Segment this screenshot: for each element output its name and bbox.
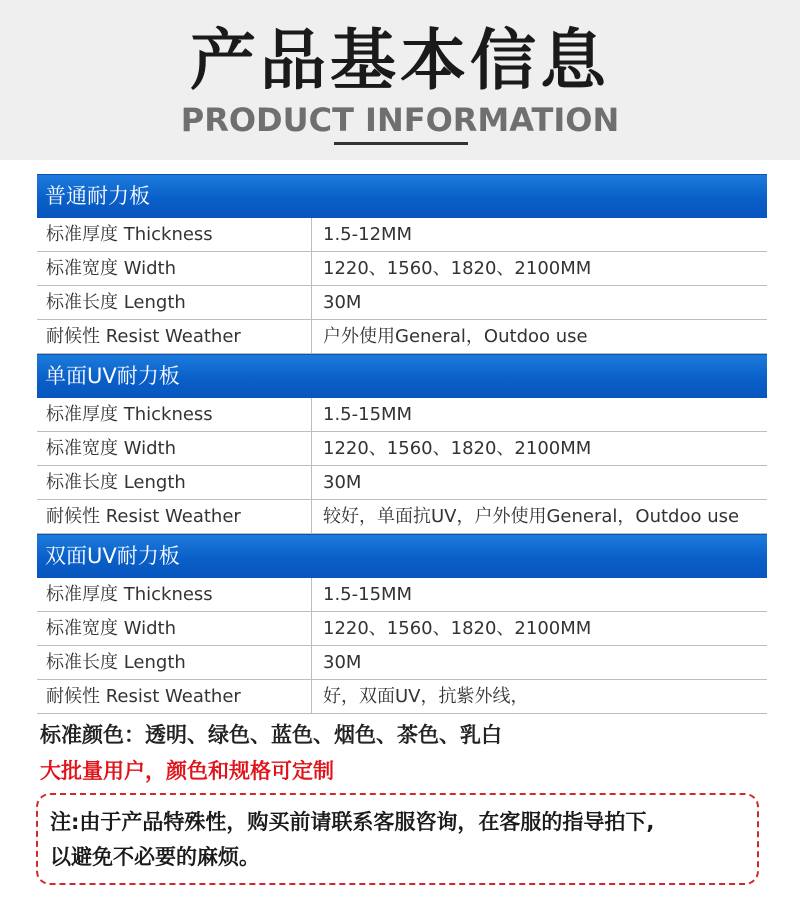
standard-colors-text: 标准颜色：透明、绿色、蓝色、烟色、茶色、乳白 [40,723,502,747]
row-label: 标准宽度 Width [37,612,312,645]
row-label: 标准宽度 Width [37,432,312,465]
row-label: 标准长度 Length [37,466,312,499]
row-label: 标准厚度 Thickness [37,398,312,431]
row-label: 耐候性 Resist Weather [37,320,312,353]
row-value: 30M [323,292,362,313]
info-card [0,160,800,914]
table-row [37,320,767,354]
notice-line-1: 注:由于产品特殊性，购买前请联系客服咨询，在客服的指导拍下, [50,810,655,834]
row-value: 1220、1560、1820、2100MM [323,258,592,279]
row-value: 1.5-15MM [323,404,413,425]
row-value: 1.5-15MM [323,584,413,605]
row-label: 耐候性 Resist Weather [37,680,312,713]
table-row [37,612,767,646]
page-subtitle: PRODUCT INFORMATION [180,101,620,139]
row-value: 好，双面UV，抗紫外线， [323,686,529,707]
section-header-double-uv: 双面UV耐力板 [37,534,767,578]
page-title: 产品基本信息 [190,22,610,99]
row-value: 1220、1560、1820、2100MM [323,618,592,639]
table-row [37,466,767,500]
table-row [37,500,767,534]
table-row [37,398,767,432]
purchase-notice-box [36,793,759,885]
row-label: 标准长度 Length [37,646,312,679]
notice-line-2: 以避免不必要的麻烦。 [50,845,260,869]
table-row [37,432,767,466]
table-row [37,252,767,286]
row-value: 1220、1560、1820、2100MM [323,438,592,459]
section-header-single-uv: 单面UV耐力板 [37,354,767,398]
row-label: 标准厚度 Thickness [37,218,312,251]
row-value: 30M [323,652,362,673]
row-value: 户外使用General，Outdoo use [323,326,588,347]
table-row [37,218,767,252]
title-underline [334,142,468,145]
row-value: 较好，单面抗UV，户外使用General，Outdoo use [323,506,740,527]
row-value: 30M [323,472,362,493]
row-label: 标准长度 Length [37,286,312,319]
customization-note: 大批量用户，颜色和规格可定制 [40,759,334,783]
product-info-table [37,174,767,714]
row-value: 1.5-12MM [323,224,413,245]
row-label: 耐候性 Resist Weather [37,500,312,533]
table-row [37,578,767,612]
table-row [37,646,767,680]
section-header-standard: 普通耐力板 [37,174,767,218]
table-row [37,680,767,714]
row-label: 标准厚度 Thickness [37,578,312,611]
table-row [37,286,767,320]
row-label: 标准宽度 Width [37,252,312,285]
